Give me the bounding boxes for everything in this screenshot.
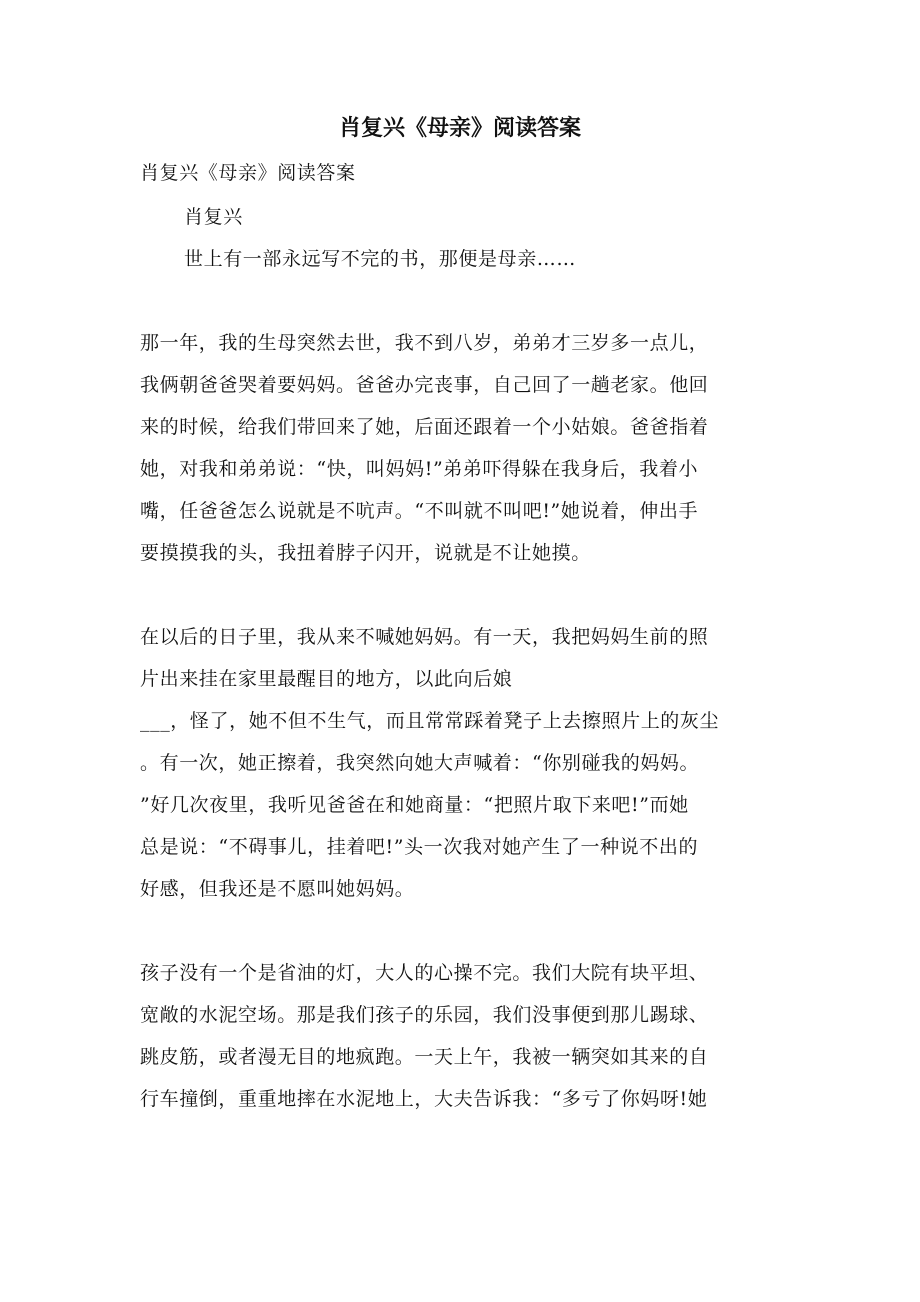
- paragraph-1-line-4: 她，对我和弟弟说：“快，叫妈妈!”弟弟吓得躲在我身后，我着小: [140, 458, 699, 480]
- paragraph-1-line-5: 嘴，任爸爸怎么说就是不吭声。“不叫就不叫吧!”她说着，伸出手: [140, 500, 699, 522]
- document-title: 肖复兴《母亲》阅读答案: [338, 115, 581, 141]
- paragraph-3-line-2: 宽敞的水泥空场。那是我们孩子的乐园，我们没事便到那儿踢球、: [140, 1004, 709, 1026]
- paragraph-3-line-1: 孩子没有一个是省油的灯，大人的心操不完。我们大院有块平坦、: [140, 962, 709, 984]
- paragraph-1-line-2: 我俩朝爸爸哭着要妈妈。爸爸办完丧事，自己回了一趟老家。他回: [140, 374, 709, 396]
- paragraph-2-line-1: 在以后的日子里，我从来不喊她妈妈。有一天，我把妈妈生前的照: [140, 626, 709, 648]
- paragraph-2-line-4: 。有一次，她正擦着，我突然向她大声喊着：“你别碰我的妈妈。: [140, 752, 700, 774]
- paragraph-2-line-7: 好感，但我还是不愿叫她妈妈。: [140, 878, 415, 900]
- author: 肖复兴: [184, 206, 243, 228]
- paragraph-3-line-4: 行车撞倒，重重地摔在水泥地上，大夫告诉我：“多亏了你妈呀!她: [140, 1088, 708, 1110]
- paragraph-1-line-6: 要摸摸我的头，我扭着脖子闪开，说就是不让她摸。: [140, 542, 591, 564]
- paragraph-2-line-6: 总是说：“不碍事儿，挂着吧!”头一次我对她产生了一种说不出的: [140, 836, 699, 858]
- paragraph-2-line-2: 片出来挂在家里最醒目的地方，以此向后娘: [140, 668, 513, 690]
- paragraph-2-line-3: ___，怪了，她不但不生气，而且常常踩着凳子上去擦照片上的灰尘: [140, 710, 720, 732]
- paragraph-1-line-3: 来的时候，给我们带回来了她，后面还跟着一个小姑娘。爸爸指着: [140, 416, 709, 438]
- paragraph-3-line-3: 跳皮筋，或者漫无目的地疯跑。一天上午，我被一辆突如其来的自: [140, 1046, 709, 1068]
- subtitle: 肖复兴《母亲》阅读答案: [140, 162, 356, 184]
- paragraph-2-line-5: ”好几次夜里，我听见爸爸在和她商量：“把照片取下来吧!”而她: [140, 794, 689, 816]
- epigraph: 世上有一部永远写不完的书，那便是母亲……: [184, 248, 577, 270]
- paragraph-1-line-1: 那一年，我的生母突然去世，我不到八岁，弟弟才三岁多一点儿，: [140, 332, 709, 354]
